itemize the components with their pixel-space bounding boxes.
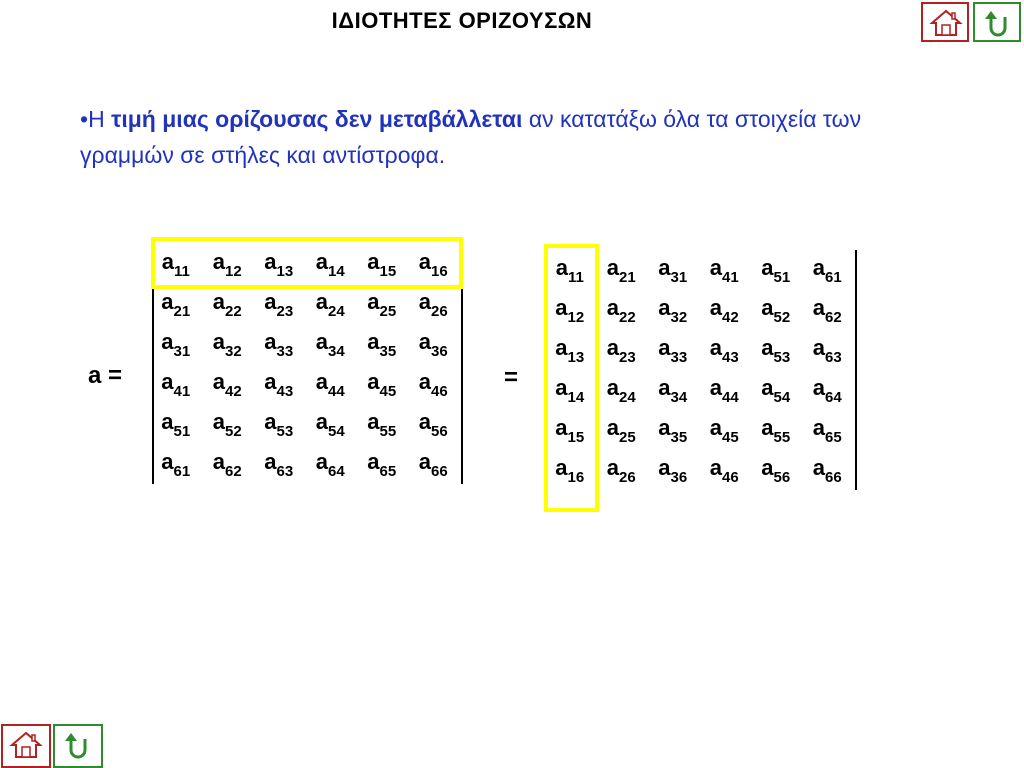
element-index: 66 xyxy=(825,468,842,486)
element-index: 65 xyxy=(379,462,397,480)
element-index: 13 xyxy=(567,348,585,366)
element-symbol: a xyxy=(161,449,174,475)
element-index: 16 xyxy=(431,262,448,280)
element-symbol: a xyxy=(709,335,723,361)
matrix-element xyxy=(596,450,648,490)
matrix-element xyxy=(253,324,305,364)
matrix-element xyxy=(544,330,596,370)
element-symbol: a xyxy=(555,455,568,481)
matrix-element xyxy=(202,244,254,284)
element-symbol: a xyxy=(212,329,226,355)
element-symbol: a xyxy=(812,295,826,321)
matrix-left-table xyxy=(150,244,459,484)
matrix-element xyxy=(408,364,460,404)
element-index: 46 xyxy=(431,382,448,400)
matrix-element xyxy=(408,444,460,484)
element-symbol: a xyxy=(709,375,723,401)
element-index: 16 xyxy=(567,468,585,486)
element-index: 14 xyxy=(328,262,345,280)
matrix-element xyxy=(750,290,802,330)
matrix-element xyxy=(802,410,854,450)
element-symbol: a xyxy=(606,455,620,481)
element-symbol: a xyxy=(212,249,226,275)
element-index: 33 xyxy=(276,342,294,360)
matrix-element xyxy=(202,364,254,404)
matrix-element xyxy=(802,290,854,330)
matrix-element xyxy=(356,444,408,484)
home-button-top[interactable] xyxy=(921,2,969,42)
element-symbol: a xyxy=(264,449,277,475)
element-index: 54 xyxy=(773,388,791,406)
matrix-element xyxy=(305,284,357,324)
element-symbol: a xyxy=(367,289,380,315)
element-index: 11 xyxy=(567,268,584,286)
element-symbol: a xyxy=(812,375,826,401)
matrix-element xyxy=(356,284,408,324)
element-index: 36 xyxy=(431,342,448,360)
determinant-right-bar-right xyxy=(855,250,857,490)
determinant-right-bar-left xyxy=(546,250,548,490)
matrix-element xyxy=(356,244,408,284)
matrix-element xyxy=(202,324,254,364)
element-symbol: a xyxy=(212,289,226,315)
matrix-element xyxy=(150,364,202,404)
matrix-element xyxy=(647,450,699,490)
element-symbol: a xyxy=(212,409,226,435)
matrix-element xyxy=(802,370,854,410)
matrix-element xyxy=(750,250,802,290)
element-index: 14 xyxy=(567,388,585,406)
element-symbol: a xyxy=(812,335,826,361)
element-index: 65 xyxy=(825,428,842,446)
matrix-row xyxy=(544,250,853,290)
matrix-element xyxy=(150,244,202,284)
matrix-row xyxy=(150,244,459,284)
element-symbol: a xyxy=(761,255,774,281)
element-symbol: a xyxy=(418,289,432,315)
matrix-row xyxy=(544,290,853,330)
element-index: 54 xyxy=(328,422,345,440)
matrix-element xyxy=(202,284,254,324)
determinant-left xyxy=(150,244,459,484)
element-index: 46 xyxy=(722,468,739,486)
element-symbol: a xyxy=(418,329,432,355)
element-symbol: a xyxy=(709,415,723,441)
matrix-element xyxy=(750,330,802,370)
matrix-element xyxy=(699,250,751,290)
element-symbol: a xyxy=(418,369,432,395)
element-index: 33 xyxy=(670,348,688,366)
matrix-element xyxy=(647,410,699,450)
element-symbol: a xyxy=(709,255,723,281)
element-index: 31 xyxy=(173,342,191,360)
element-symbol: a xyxy=(761,415,774,441)
element-symbol: a xyxy=(264,249,277,275)
element-index: 45 xyxy=(379,382,397,400)
element-symbol: a xyxy=(212,449,226,475)
matrix-row xyxy=(150,284,459,324)
element-index: 62 xyxy=(825,308,842,326)
element-index: 45 xyxy=(722,428,739,446)
matrix-row xyxy=(544,410,853,450)
element-index: 26 xyxy=(619,468,636,486)
element-symbol: a xyxy=(606,255,620,281)
element-index: 42 xyxy=(225,382,242,400)
matrix-element xyxy=(544,450,596,490)
statement-emphasis: τιμή μιας ορίζουσας δεν μεταβάλλεται xyxy=(111,106,523,132)
element-symbol: a xyxy=(658,295,671,321)
matrix-element xyxy=(305,324,357,364)
matrix-element xyxy=(253,284,305,324)
matrix-element xyxy=(544,370,596,410)
matrix-element xyxy=(202,444,254,484)
element-index: 52 xyxy=(773,308,791,326)
element-index: 34 xyxy=(670,388,688,406)
matrix-element xyxy=(408,284,460,324)
element-symbol: a xyxy=(315,449,329,475)
matrix-element xyxy=(150,444,202,484)
element-symbol: a xyxy=(264,409,277,435)
matrix-element xyxy=(699,370,751,410)
element-index: 24 xyxy=(619,388,636,406)
element-index: 31 xyxy=(670,268,688,286)
element-index: 12 xyxy=(225,262,242,280)
statement-prefix: Η xyxy=(88,106,112,132)
element-index: 36 xyxy=(670,468,688,486)
matrix-element xyxy=(647,290,699,330)
matrix-element xyxy=(596,250,648,290)
element-index: 44 xyxy=(722,388,739,406)
element-symbol: a xyxy=(658,255,671,281)
matrix-row xyxy=(544,370,853,410)
matrix-element xyxy=(699,290,751,330)
matrix-row xyxy=(150,404,459,444)
matrix-element xyxy=(305,244,357,284)
element-index: 32 xyxy=(670,308,688,326)
element-index: 21 xyxy=(619,268,636,286)
element-index: 32 xyxy=(225,342,242,360)
matrix-element xyxy=(150,404,202,444)
element-symbol: a xyxy=(418,249,432,275)
element-index: 25 xyxy=(379,302,397,320)
element-index: 35 xyxy=(379,342,397,360)
element-index: 12 xyxy=(567,308,585,326)
matrix-element xyxy=(544,410,596,450)
element-index: 42 xyxy=(722,308,739,326)
element-index: 61 xyxy=(825,268,842,286)
home-icon xyxy=(929,8,963,38)
determinant-left-bar-left xyxy=(152,244,154,484)
matrix-element xyxy=(647,250,699,290)
element-index: 53 xyxy=(276,422,294,440)
element-symbol: a xyxy=(161,329,174,355)
element-symbol: a xyxy=(709,455,723,481)
element-index: 44 xyxy=(328,382,345,400)
element-symbol: a xyxy=(658,455,671,481)
element-index: 51 xyxy=(773,268,791,286)
matrix-element xyxy=(596,290,648,330)
element-symbol: a xyxy=(812,415,826,441)
element-symbol: a xyxy=(315,249,329,275)
matrix-element xyxy=(305,404,357,444)
element-symbol: a xyxy=(315,369,329,395)
element-symbol: a xyxy=(812,455,826,481)
element-index: 56 xyxy=(431,422,448,440)
element-symbol: a xyxy=(606,335,620,361)
element-symbol: a xyxy=(161,409,174,435)
matrix-element xyxy=(699,330,751,370)
matrix-element xyxy=(356,324,408,364)
element-index: 26 xyxy=(431,302,448,320)
element-index: 23 xyxy=(619,348,636,366)
element-index: 21 xyxy=(173,302,191,320)
matrix-element xyxy=(253,404,305,444)
element-index: 53 xyxy=(773,348,791,366)
matrix-element xyxy=(253,444,305,484)
element-symbol: a xyxy=(418,409,432,435)
matrix-element xyxy=(802,450,854,490)
page-title: ΙΔΙΟΤΗΤΕΣ ΟΡΙΖΟΥΣΩΝ xyxy=(331,8,593,33)
matrix-element xyxy=(356,364,408,404)
element-index: 35 xyxy=(670,428,688,446)
matrix-element xyxy=(356,404,408,444)
matrix-element xyxy=(750,450,802,490)
element-symbol: a xyxy=(161,249,174,275)
property-statement xyxy=(80,101,910,173)
element-symbol: a xyxy=(555,415,568,441)
element-index: 24 xyxy=(328,302,345,320)
return-icon xyxy=(61,730,95,760)
element-symbol: a xyxy=(212,369,226,395)
matrix-element xyxy=(699,450,751,490)
element-symbol: a xyxy=(367,329,380,355)
element-index: 64 xyxy=(825,388,842,406)
back-button-bottom[interactable] xyxy=(53,724,103,768)
matrix-element xyxy=(699,410,751,450)
element-symbol: a xyxy=(761,455,774,481)
element-symbol: a xyxy=(367,249,380,275)
matrix-element xyxy=(802,250,854,290)
element-index: 41 xyxy=(722,268,739,286)
matrix-element xyxy=(408,244,460,284)
matrix-element xyxy=(544,290,596,330)
matrix-element xyxy=(305,444,357,484)
element-symbol: a xyxy=(264,329,277,355)
element-symbol: a xyxy=(555,375,568,401)
element-symbol: a xyxy=(761,335,774,361)
matrix-element xyxy=(802,330,854,370)
element-symbol: a xyxy=(709,295,723,321)
matrix-right-table xyxy=(544,250,853,490)
element-index: 66 xyxy=(431,462,448,480)
element-index: 43 xyxy=(722,348,739,366)
home-icon xyxy=(9,730,43,760)
element-symbol: a xyxy=(658,415,671,441)
element-index: 13 xyxy=(276,262,294,280)
return-icon xyxy=(981,8,1015,38)
matrix-element xyxy=(150,284,202,324)
matrix-element xyxy=(596,410,648,450)
element-index: 22 xyxy=(225,302,242,320)
element-symbol: a xyxy=(161,289,174,315)
element-index: 56 xyxy=(773,468,791,486)
element-symbol: a xyxy=(315,329,329,355)
element-symbol: a xyxy=(315,409,329,435)
matrix-element xyxy=(750,370,802,410)
element-index: 41 xyxy=(173,382,191,400)
element-symbol: a xyxy=(658,375,671,401)
element-symbol: a xyxy=(555,295,568,321)
element-symbol: a xyxy=(161,369,174,395)
element-index: 63 xyxy=(825,348,842,366)
element-index: 52 xyxy=(225,422,242,440)
matrix-element xyxy=(305,364,357,404)
element-index: 11 xyxy=(173,262,190,280)
equals-sign: = xyxy=(504,364,519,391)
element-index: 22 xyxy=(619,308,636,326)
element-symbol: a xyxy=(315,289,329,315)
matrix-row xyxy=(544,330,853,370)
element-symbol: a xyxy=(367,409,380,435)
matrix-element xyxy=(202,404,254,444)
element-symbol: a xyxy=(606,415,620,441)
element-index: 61 xyxy=(173,462,191,480)
element-symbol: a xyxy=(606,375,620,401)
matrix-row xyxy=(150,444,459,484)
element-index: 64 xyxy=(328,462,345,480)
back-button-top[interactable] xyxy=(973,2,1021,42)
matrix-element xyxy=(253,364,305,404)
matrix-element xyxy=(647,370,699,410)
element-symbol: a xyxy=(555,335,568,361)
matrix-element xyxy=(408,404,460,444)
element-symbol: a xyxy=(418,449,432,475)
element-symbol: a xyxy=(264,369,277,395)
element-index: 55 xyxy=(379,422,397,440)
lhs-label: a = xyxy=(88,362,123,389)
element-symbol: a xyxy=(761,375,774,401)
matrix-element xyxy=(596,330,648,370)
matrix-element xyxy=(647,330,699,370)
matrix-row xyxy=(150,324,459,364)
matrix-row xyxy=(544,450,853,490)
determinant-left-bar-right xyxy=(461,244,463,484)
element-symbol: a xyxy=(555,255,568,281)
statement-rest: αν κατατάξω όλα τα στοιχεία των γραμμών σε στήλες και αντίστροφα. xyxy=(80,106,862,168)
element-symbol: a xyxy=(606,295,620,321)
element-symbol: a xyxy=(367,369,380,395)
element-symbol: a xyxy=(367,449,380,475)
matrix-element xyxy=(544,250,596,290)
element-index: 15 xyxy=(379,262,397,280)
element-index: 25 xyxy=(619,428,636,446)
determinant-right xyxy=(544,250,853,490)
matrix-element xyxy=(750,410,802,450)
element-index: 63 xyxy=(276,462,294,480)
element-index: 55 xyxy=(773,428,791,446)
element-symbol: a xyxy=(264,289,277,315)
element-symbol: a xyxy=(658,335,671,361)
matrix-element xyxy=(596,370,648,410)
element-symbol: a xyxy=(761,295,774,321)
matrix-element xyxy=(408,324,460,364)
element-index: 62 xyxy=(225,462,242,480)
element-index: 15 xyxy=(567,428,585,446)
bullet: • xyxy=(80,106,89,132)
matrix-row xyxy=(150,364,459,404)
matrix-element xyxy=(253,244,305,284)
element-index: 23 xyxy=(276,302,294,320)
matrix-element xyxy=(150,324,202,364)
element-symbol: a xyxy=(812,255,826,281)
element-index: 43 xyxy=(276,382,294,400)
home-button-bottom[interactable] xyxy=(1,724,51,768)
element-index: 51 xyxy=(173,422,191,440)
element-index: 34 xyxy=(328,342,345,360)
